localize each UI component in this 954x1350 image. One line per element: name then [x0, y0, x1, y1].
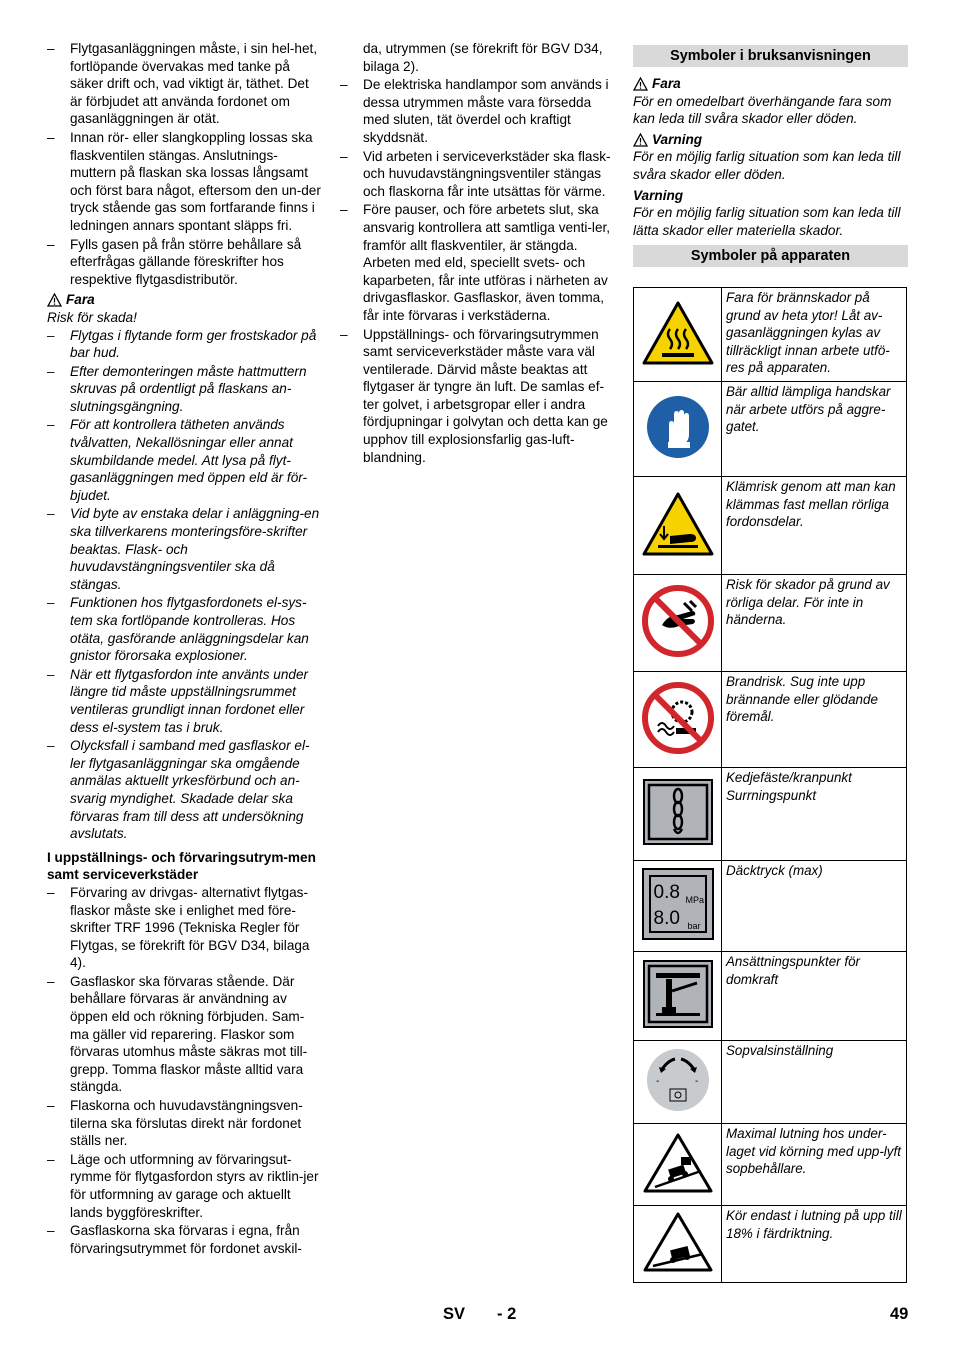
symbol-text: Ansättningspunkter för domkraft [722, 952, 907, 1041]
table-row [634, 288, 907, 382]
list-item: – Förvaring av drivgas- alternativt flytgas-flaskor måste ske i enlighet med före-skrifter TRF 1996 (Tekniska Regler för Flytgas, se förekrift för BGV D34, bilaga 4). [47, 884, 322, 972]
symbols-table [633, 287, 907, 1283]
list-item: – Vid byte av enstaka delar i anläggning-en ska tillverkarens monteringsföre-skrifter beaktas. Flask- och huvudavstängningsventiler ska då stängas. [47, 505, 322, 593]
tire-pressure-icon [642, 868, 714, 940]
symbol-text: Däcktryck (max) [722, 861, 907, 952]
max-tilt-icon [641, 1131, 715, 1195]
symbol-text: Fara för brännskador på grund av heta ytor! Låt av-gasanläggningen kylas av tillräckligt innan arbete utfö-res på apparaten. [722, 288, 907, 382]
minus-symbol: - [655, 1076, 659, 1088]
fara-label: Fara [652, 76, 681, 91]
varsamhet-heading [633, 187, 908, 205]
storage-list [47, 884, 322, 1257]
warning-triangle-icon [633, 77, 648, 91]
list-item: – Vid arbeten i serviceverkstäder ska flask- och huvudavstängningsventiler stängas och flaskorna får inte utsättas för värme. [340, 148, 615, 201]
danger-label: Fara [66, 292, 95, 308]
danger-risk: Risk för skada! [47, 309, 137, 325]
table-row [634, 477, 907, 575]
section-title-device-symbols: Symboler på apparaten [633, 245, 908, 267]
table-row [634, 768, 907, 861]
danger-heading [47, 291, 322, 309]
column-2 [340, 40, 615, 467]
symbol-text: Bär alltid lämpliga handskar när arbete utförs på aggre-gatet. [722, 382, 907, 477]
fara-description: För en omedelbart överhängande fara som kan leda till svåra skador eller döden. [633, 93, 892, 127]
footer-language: SV [443, 1305, 466, 1323]
list-item: – De elektriska handlampor som används i dessa utrymmen måste vara försedda med sluten, tät överdel och kraftigt skyddsnät. [340, 76, 615, 146]
no-burning-objects-icon [642, 682, 714, 754]
varning-description: För en möjlig farlig situation som kan leda till svåra skador eller döden. [633, 149, 901, 182]
table-row [634, 952, 907, 1041]
symbol-text: Brandrisk. Sug inte upp brännande eller glödande föremål. [722, 672, 907, 768]
warning-triangle-icon [47, 293, 62, 307]
table-row [634, 861, 907, 952]
list-item: – Gasflaskor ska förvaras stående. Där behållare förvaras är användning av öppen eld och rökning förbjuden. Sam-ma gäller vid reparering. Flaskor som förvaras utomhus måste säkras mot till-grepp. Tomma flaskor måste alltid vara stängda. [47, 973, 322, 1096]
slope-icon [641, 1210, 715, 1274]
danger-list [47, 327, 322, 843]
table-row [634, 672, 907, 768]
symbol-text: Risk för skador på grund av rörliga delar. För inte in händerna. [722, 575, 907, 672]
tire-mpa-value: 0.8 [653, 882, 680, 904]
jack-point-icon [642, 959, 714, 1029]
hot-surface-icon [640, 299, 716, 367]
storage-heading: I uppställnings- och förvaringsutrym-men samt serviceverkstäder [47, 849, 316, 883]
list-item: – Fylls gasen på från större behållare så efterfrågas gällande föreskrifter hos respektive flytgasdistributör. [47, 236, 322, 289]
list-item: – Funktionen hos flytgasfordonets el-sys-tem ska fortlöpande kontrolleras. Hos otäta, gasförande anläggningsdelar kan gnistor förorsaka explosioner. [47, 594, 322, 664]
list-item: – Före pauser, och före arbetets slut, ska ansvarig kontrollera att samtliga venti-ler, framför allt flaskventiler, är stängda. Arbeten med eld, speciellt svets- och kaparbeten, får inte utföras i närheten av drivgasflaskor. Gasflaskor, även tomma, får inte förvaras i verkstäderna. [340, 201, 615, 324]
list-item: – Flytgas i flytande form ger frostskador på bar hud. [47, 327, 322, 362]
varsamhet-label: Varning [633, 187, 684, 203]
gloves-icon [645, 394, 711, 460]
symbol-text: Sopvalsinställning [722, 1041, 907, 1124]
list-item: – Efter demonteringen måste hattmuttern skruvas på ordentligt på flaskans an-slutningsgängning. [47, 363, 322, 416]
varning-heading [633, 131, 908, 149]
column-3 [633, 45, 908, 1283]
list-item: – För att kontrollera tätheten används tvålvatten, Nekallösningar eller annat skumbildande medel. Att lysa på flyt-gasanläggningen med öppen eld är för-bjudet. [47, 416, 322, 504]
footer-local-page: - 2 [497, 1305, 517, 1323]
symbol-text: Maximal lutning hos under-laget vid körning med upp-lyft sopbehållare. [722, 1124, 907, 1206]
table-row [634, 1041, 907, 1124]
no-hands-icon [642, 585, 714, 657]
varning-label: Varning [652, 131, 703, 147]
continuation-text: da, utrymmen (se förekrift för BGV D34, bilaga 2). [363, 41, 603, 74]
intro-list [47, 40, 322, 288]
table-row [634, 575, 907, 672]
crush-hazard-icon [640, 490, 716, 558]
symbol-text: Klämrisk genom att man kan klämmas fast mellan rörliga fordonsdelar. [722, 477, 907, 575]
list-item: – Gasflaskorna ska förvaras i egna, från förvaringsutrymmet för fordonet avskil- [47, 1222, 322, 1257]
table-row [634, 382, 907, 477]
tire-bar-unit: bar [687, 921, 701, 932]
sweep-setting-icon [645, 1047, 711, 1113]
symbol-text: Kedjefäste/kranpunkt Surrningspunkt [722, 768, 907, 861]
list-item: – Flaskorna och huvudavstängningsven-tilerna ska förslutas direkt när fordonet ställs ner. [47, 1097, 322, 1150]
symbol-text: Kör endast i lutning på upp till 18% i färdriktning. [722, 1206, 907, 1283]
minus-symbol: - [694, 1076, 698, 1088]
list-item: – Uppställnings- och förvaringsutrymmen samt serviceverkstäder måste vara väl ventilerade. Därvid måste beaktas att flytgaser är tyngre än luft. De samlas ef-ter golvet, i arbetsgropar eller i andra fördjupningar i golvytan och detta kan ge upphov till explosionsfarlig gas-luft-blandning. [340, 326, 615, 467]
section-title-manual-symbols: Symboler i bruksanvisningen [633, 45, 908, 67]
workshop-list [340, 76, 615, 466]
list-item: – Läge och utformning av förvaringsut-rymme för flytgasfordon styrs av riktlin-jer för utformning av garage och aktuellt lands byggföreskrifter. [47, 1151, 322, 1221]
table-row [634, 1124, 907, 1206]
table-row [634, 1206, 907, 1283]
list-item: – Flytgasanläggningen måste, i sin hel-het, fortlöpande övervakas med tanke på säker drift och, vad viktigt är, täthet. Det är förbjudet att använda fordonet om gasanläggningen är otät. [47, 40, 322, 128]
list-item: – Olycksfall i samband med gasflaskor el-ler flytgasanläggningar ska omgående anmälas aktuellt yrkesförbund och an-svarig myndighet. Skadade delar ska förvaras fram till dess att undersökning avslutats. [47, 737, 322, 843]
column-1 [47, 40, 322, 1258]
list-item: – När ett flytgasfordon inte använts under längre tid måste uppställningsrummet ventileras grundligt innan fordonet eller dess el-system tas i bruk. [47, 666, 322, 736]
varsamhet-description: För en möjlig farlig situation som kan leda till lätta skador eller materiella skador. [633, 205, 901, 238]
footer-page-number: 49 [890, 1305, 909, 1323]
list-item: – Innan rör- eller slangkoppling lossas ska flaskventilen stängas. Anslutnings-muttern på flaskan ska lossas långsamt och först bara något, eftersom den un-der tryck stående gas som fortfarande finns i ledningen annars spontant släpps fri. [47, 129, 322, 235]
tire-bar-value: 8.0 [653, 908, 680, 930]
fara-heading [633, 75, 908, 93]
tire-mpa-unit: MPa [685, 895, 705, 906]
chain-point-icon [642, 778, 714, 846]
warning-triangle-icon [633, 133, 648, 147]
